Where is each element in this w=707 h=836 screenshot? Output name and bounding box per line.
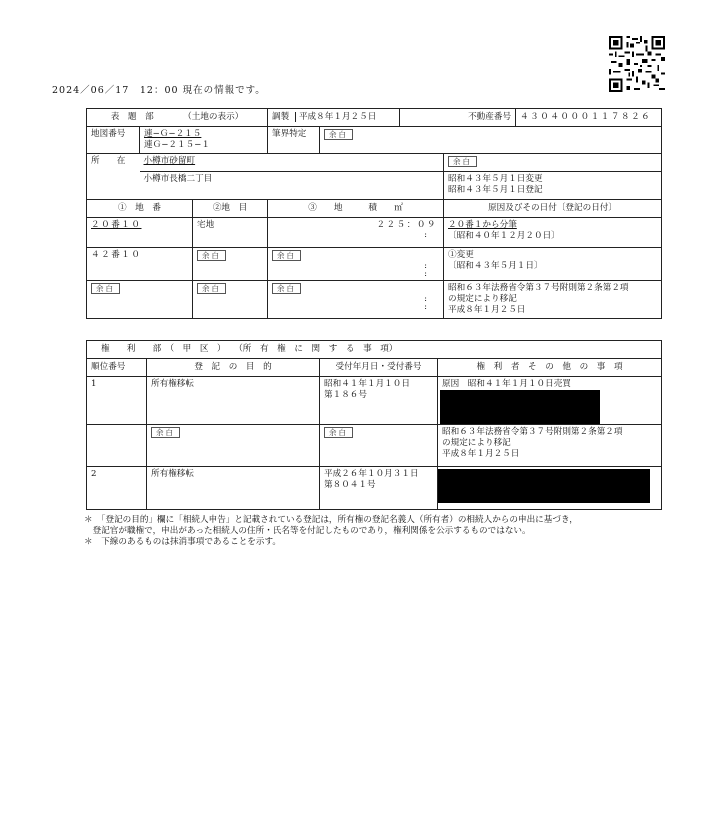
cause-2-line-1: ①変更	[448, 250, 474, 260]
cause-2	[444, 248, 662, 281]
prepared-date: 平成８年１月２５日	[298, 112, 377, 122]
boundary-label: 筆界特定	[268, 127, 320, 154]
qr-code-icon	[609, 36, 665, 92]
area-2: 余白 : :	[268, 248, 444, 281]
receipt-2	[320, 467, 438, 510]
holder-2-line-2: の規定により移記	[442, 438, 511, 448]
title-section-table	[86, 108, 662, 319]
holder-2-line-1: 昭和６３年法務省令第３７号附則第２条第２項	[442, 427, 623, 437]
blank-stamp: 余白	[448, 156, 477, 167]
purpose-2: 所有権移転	[147, 467, 320, 510]
category-2	[193, 248, 268, 281]
col-area: ③ 地 積 ㎡	[268, 200, 444, 218]
purpose-blank	[147, 425, 320, 467]
cause-2-line-2: 〔昭和４３年５月１日〕	[448, 261, 543, 271]
table-row	[87, 467, 662, 510]
property-no-label: 不動産番号	[400, 109, 516, 127]
col-category: ②地 目	[193, 200, 268, 218]
note-1a: ＊ 「登記の目的」欄に「相続人申告」と記載されている登記は，所有権の登記名義人（所有者）の相続人からの申出に基づき，	[84, 515, 578, 525]
cause-1-line-2: 〔昭和４０年１２月２０日〕	[448, 231, 560, 241]
receipt-1	[320, 377, 438, 425]
note-2: ＊ 下線のあるものは抹消事項であることを示す。	[84, 537, 281, 547]
document-header	[52, 82, 266, 96]
cause-3-line-2: の規定により移記	[448, 294, 517, 304]
location-cause-2a: 昭和４３年５月１日変更	[448, 174, 543, 184]
datetime: 2024／06／17 12：00	[52, 85, 179, 96]
rights-section-table	[86, 340, 662, 510]
cause-1	[444, 218, 662, 248]
table-row	[87, 218, 662, 248]
blank-stamp: 余白	[324, 129, 353, 140]
receipt-2-date: 平成２６年１０月３１日	[324, 469, 419, 479]
redaction-block	[438, 469, 650, 503]
rank-blank	[87, 425, 147, 467]
location-cause-1	[444, 154, 662, 172]
blank-stamp: 余白	[197, 250, 226, 261]
holder-1	[438, 377, 662, 425]
table-row	[87, 248, 662, 281]
area-1: ２２５：０９ :	[268, 218, 444, 248]
receipt-2-no: 第８０４１号	[324, 480, 376, 490]
col-cause: 原因及びその日付〔登記の日付〕	[444, 200, 662, 218]
cause-3-line-1: 昭和６３年法務省令第３７号附則第２条第２項	[448, 283, 629, 293]
blank-stamp: 余白	[272, 250, 301, 261]
receipt-blank	[320, 425, 438, 467]
receipt-1-no: 第１８６号	[324, 390, 367, 400]
purpose-1: 所有権移転	[147, 377, 320, 425]
location-1: 小樽市砂留町	[140, 154, 444, 172]
map-no-2: 連Ｇ−２１５−１	[144, 140, 210, 150]
col-holder: 権 利 者 そ の 他 の 事 項	[438, 359, 662, 377]
holder-2-line-3: 平成８年１月２５日	[442, 449, 520, 459]
table-row	[87, 281, 662, 319]
holder-3	[438, 467, 662, 510]
title-section-title: 表 題 部	[110, 112, 154, 122]
holder-1-cause: 原因 昭和４１年１月１０日売買	[442, 379, 571, 389]
blank-stamp: 余白	[197, 283, 226, 294]
current-info-text: 現在の情報です。	[182, 85, 266, 96]
cause-1-line-1: ２０番１から分筆	[448, 220, 517, 230]
col-receipt: 受付年月日・受付番号	[320, 359, 438, 377]
footnotes	[84, 515, 684, 548]
col-purpose: 登 記 の 目 的	[147, 359, 320, 377]
table-row	[87, 425, 662, 467]
table-row	[87, 377, 662, 425]
area-3: 余白 : :	[268, 281, 444, 319]
rank-1: 1	[87, 377, 147, 425]
location-2: 小樽市長橋二丁目	[140, 172, 444, 200]
boundary-value	[320, 127, 662, 154]
blank-stamp: 余白	[151, 427, 180, 438]
redaction-block	[440, 390, 600, 424]
prepared-cell	[268, 109, 400, 127]
col-lot: ① 地 番	[87, 200, 193, 218]
title-section-subtitle: （土地の表示）	[183, 112, 244, 122]
map-no-1: 連−Ｇ−２１５	[144, 129, 202, 139]
cause-3	[444, 281, 662, 319]
lot-1: ２０番１０	[87, 218, 193, 248]
location-label: 所 在	[87, 154, 140, 200]
prepared-label: 調製	[272, 112, 290, 122]
area-value-1: ２２５：０９	[376, 220, 438, 230]
rank-2: 2	[87, 467, 147, 510]
title-section-heading	[87, 109, 268, 127]
blank-stamp: 余白	[91, 283, 120, 294]
lot-2: ４２番１０	[87, 248, 193, 281]
lot-3	[87, 281, 193, 319]
location-cause-2	[444, 172, 662, 200]
property-no: ４３０４０００１１７８２６	[516, 109, 662, 127]
cause-3-line-3: 平成８年１月２５日	[448, 305, 526, 315]
category-1: 宅地	[193, 218, 268, 248]
receipt-1-date: 昭和４１年１月１０日	[324, 379, 410, 389]
blank-stamp: 余白	[272, 283, 301, 294]
holder-2	[438, 425, 662, 467]
note-1b: 登記官が職権で，申出があった相続人の住所・氏名等を付記したものであり，権利関係を公示するものではない。	[84, 526, 531, 536]
location-cause-2b: 昭和４３年５月１日登記	[448, 185, 543, 195]
map-no-label: 地図番号	[87, 127, 140, 154]
blank-stamp: 余白	[324, 427, 353, 438]
col-rank: 順位番号	[87, 359, 147, 377]
rights-section-title: 権 利 部 （ 甲 区 ） （所 有 権 に 関 す る 事 項）	[87, 341, 662, 359]
category-3	[193, 281, 268, 319]
map-no-cell	[140, 127, 268, 154]
